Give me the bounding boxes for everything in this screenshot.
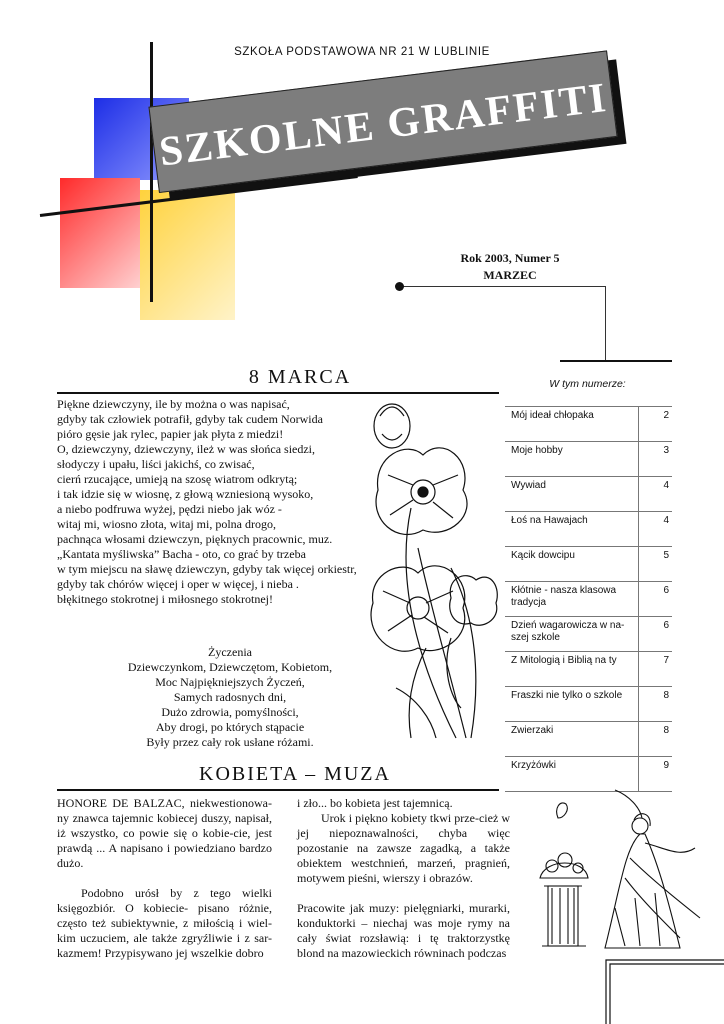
toc-label: Kłótnie - nasza klasowa tradycja [505,582,639,617]
toc-label: Dzień wagarowicza w na-szej szkole [505,617,639,652]
headline-rule [57,392,499,394]
toc-label: Fraszki nie tylko o szkole [505,687,639,722]
wishes-line: Samych radosnych dni, [173,690,287,704]
issue-number: Rok 2003, Numer 5 [460,251,560,265]
newspaper-title: SZKOLNE GRAFFITI [156,74,611,176]
article-headline-kobieta-muza: KOBIETA – MUZA [199,763,391,785]
connector-line [400,286,606,361]
table-of-contents [505,406,672,792]
toc-page: 5 [639,547,673,582]
toc-row[interactable] [505,442,672,477]
toc-page: 3 [639,442,673,477]
toc-page: 8 [639,687,673,722]
muse-lady-illustration [530,788,715,958]
toc-label: Wywiad [505,477,639,512]
toc-label: Krzyżówki [505,757,639,792]
toc-row[interactable] [505,722,672,757]
toc-label: Łoś na Hawajach [505,512,639,547]
toc-label: Mój ideał chłopaka [505,407,639,442]
paragraph: Urok i piękno kobiety tkwi prze-cież w jej niepoznawalności, chyba więc pozostanie na zawsze zagadką, a także obiektem westchnień, marzeń, pragnień, motywem pieśni, wierszy i obrazów. [297,811,510,885]
wishes-block [60,645,400,750]
toc-page: 8 [639,722,673,757]
toc-label: Kącik dowcipu [505,547,639,582]
issue-month: MARZEC [483,268,537,282]
toc-row[interactable] [505,757,672,792]
toc-row[interactable] [505,652,672,687]
toc-page: 6 [639,617,673,652]
article-column-1 [57,796,272,961]
toc-page: 2 [639,407,673,442]
wishes-line: Aby drogi, po których stąpacie [155,720,305,734]
toc-label: Zwierzaki [505,722,639,757]
corner-decoration [604,952,724,1024]
article-headline-8-marca: 8 MARCA [248,366,352,388]
title-banner [148,49,626,201]
toc-label: Moje hobby [505,442,639,477]
headline-rule [57,789,499,791]
toc-row[interactable] [505,582,672,617]
toc-page: 6 [639,582,673,617]
connector-dot [395,282,404,291]
paragraph: HONORE DE BALZAC, niekwestionowa-ny znawca tajemnic kobiecej duszy, napisał, iż wszystko, co powie się o kobie-cie, jest prawdą ... A napisano i powiedziano bardzo dużo. [57,796,272,870]
yellow-square-decoration [140,190,235,320]
wishes-line: Były przez cały rok usłane różami. [146,735,314,749]
toc-page: 4 [639,512,673,547]
wishes-line: Dziewczynkom, Dziewczętom, Kobietom, [127,660,333,674]
wishes-line: Dużo zdrowia, pomyślności, [161,705,299,719]
toc-row[interactable] [505,477,672,512]
poem-text: Piękne dziewczyny, ile by można o was napisać, gdyby tak człowiek potrafił, gdyby tak cudem Norwida pióro gęsie jak rylec, papier jak płyta z miedzi! O, dziewczyny, dziewczyny, ileż w was słońca siedzi, słodyczy i upału, liści jakichś, co zwisać, cierń rzucające, umieją na szosę wiatrom odkrytą; i tak idzie się w wiosnę, z głową wzniesioną wysoko, a niebo podfruwa wyżej, pędzi niebo jak wóz - witaj mi, wiosno złota, witaj mi, polna drogo, pachnąca włosami dziewczyn, pięknych pracownic, muz. „Kantata myśliwska” Bacha - oto, co grać by trzeba w tym miejscu na sławę dziewczyn, gdyby tak więcej orkiestr, gdyby tak chórów więcej i oper w więcej, i nieba . błękitnego stokrotnej i miłosnego stokrotnej! [57,397,357,606]
red-square-decoration [60,178,140,288]
toc-row[interactable] [505,687,672,722]
toc-row[interactable] [505,407,672,442]
paragraph: i zło... bo kobieta jest tajemnicą. [297,796,453,810]
toc-page: 4 [639,477,673,512]
toc-row[interactable] [505,547,672,582]
poppy-flower-illustration [356,398,506,743]
paragraph: Pracowite jak muzy: pielęgniarki, murarki, konduktorki – niechaj was moje rymy na cały świat rozsławią: i tę traktorzystkę blond na mazowieckich równinach podczas [297,901,510,960]
issue-info [450,250,570,284]
toc-page: 7 [639,652,673,687]
toc-page: 9 [639,757,673,792]
vertical-line-decoration [150,42,153,302]
toc-label: Z Mitologią i Biblią na ty [505,652,639,687]
toc-top-rule [560,360,672,362]
toc-title: W tym numerze: [549,378,626,390]
wishes-line: Moc Najpiękniejszych Życzeń, [155,675,305,689]
school-name: SZKOŁA PODSTAWOWA NR 21 W LUBLINIE [234,46,490,58]
paragraph: Podobno urósł by z tego wielki księgozbiór. O kobiecie- pisano różnie, często też subiektywnie, z miłością i wiel-kim uczuciem, ale także zgryźliwie i z sar-kazmem! Przypisywano jej wszelkie dobro [57,886,272,960]
article-column-2 [297,796,510,961]
wishes-line: Życzenia [208,645,252,659]
toc-row[interactable] [505,617,672,652]
toc-row[interactable] [505,512,672,547]
